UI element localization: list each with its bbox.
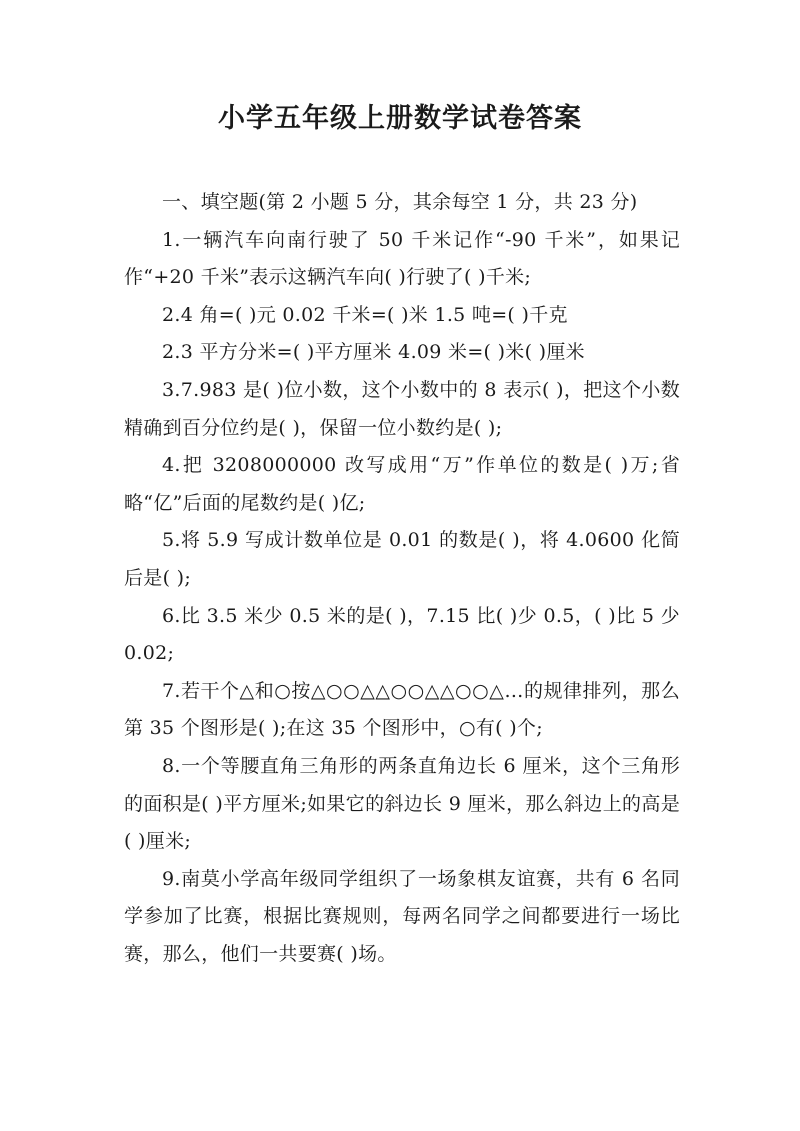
question-7: 7.若干个△和○按△○○△△○○△△○○△…的规律排列，那么第 35 个图形是( );在这 35 个图形中，○有( )个; xyxy=(124,679,680,740)
question-2b: 2.3 平方分米=( )平方厘米 4.09 米=( )米( )厘米 xyxy=(162,341,585,364)
document-body xyxy=(124,184,680,973)
question-5: 5.将 5.9 写成计数单位是 0.01 的数是( )，将 4.0600 化简后是( ); xyxy=(124,529,680,589)
question-6: 6.比 3.5 米少 0.5 米的是( )，7.15 比( )少 0.5，( )比 5 少 0.02; xyxy=(124,604,680,665)
question-9: 9.南莫小学高年级同学组织了一场象棋友谊赛，共有 6 名同学参加了比赛，根据比赛规则，每两名同学之间都要进行一场比赛，那么，他们一共要赛( )场。 xyxy=(124,867,680,965)
question-1: 1.一辆汽车向南行驶了 50 千米记作“-90 千米”，如果记作“+20 千米”表示这辆汽车向( )行驶了( )千米; xyxy=(124,228,680,289)
question-2a: 2.4 角=( )元 0.02 千米=( )米 1.5 吨=( )千克 xyxy=(162,303,568,326)
question-8: 8.一个等腰直角三角形的两条直角边长 6 厘米，这个三角形的面积是( )平方厘米;如果它的斜边长 9 厘米，那么斜边上的高是( )厘米; xyxy=(124,754,680,853)
question-4: 4.把 3208000000 改写成用“万”作单位的数是( )万;省略“亿”后面的尾数约是( )亿; xyxy=(124,454,680,514)
section-heading: 一、填空题(第 2 小题 5 分，其余每空 1 分，共 23 分) xyxy=(162,191,638,213)
document-title: 小学五年级上册数学试卷答案 xyxy=(218,103,582,134)
question-3: 3.7.983 是( )位小数，这个小数中的 8 表示( )，把这个小数精确到百分位约是( )，保留一位小数约是( ); xyxy=(124,378,680,439)
